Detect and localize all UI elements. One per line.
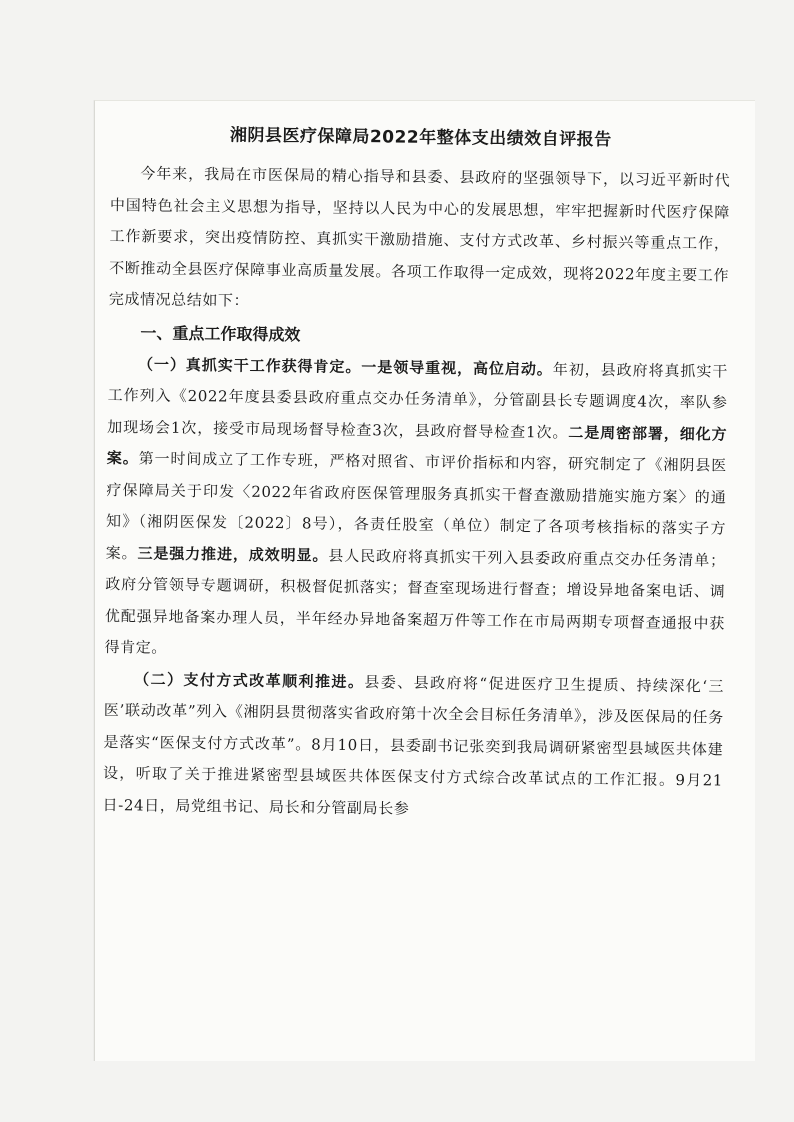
point-3-text: 县人民政府将真抓实干列入县委政府重点交办任务清单；政府分管领导专题调研，积极督促抓落实；督查室现场进行督查；增设异地备案电话、调优配强异地备案办理人员，半年经办异地备案超万件等工作在市局两期专项督查通报中获得肯定。 bbox=[104, 546, 726, 657]
document-page bbox=[94, 100, 755, 1061]
section-2-lead: （二）支付方式改革顺利推进。 bbox=[134, 669, 365, 691]
point-3-label: 三是强力推进，成效明显。 bbox=[137, 543, 329, 565]
document-title: 湘阴县医疗保障局2022年整体支出绩效自评报告 bbox=[229, 125, 612, 151]
point-1-text: 年初，县政府将真抓实干工作列入《2022年度县委县政府重点交办任务清单》，分管副县长专题调度4次，率队参加现场会1次，接受市局现场督导检查3次，县政府督导检查1次。 bbox=[107, 359, 729, 442]
point-2-label: 二是周密部署，细化方案。 bbox=[106, 423, 728, 468]
section-1-paragraph bbox=[104, 348, 728, 671]
section-2-text: 县委、县政府将“促进医疗卫生提质、持续深化‘三医’联动改革”列入《湘阴县贯彻落实省政府第十次全会目标任务清单》，涉及医保局的任务是落实“医保支付方式改革”。8月10日，县委副书记张奕到我局调研紧密型县域医共体建设，听取了关于推进紧密型县域医共体医保支付方式综合改革试点的工作汇报。9月21日-24日，局党组书记、局长和分管副局长参 bbox=[102, 672, 725, 818]
point-1-label: 一是领导重视，高位启动。 bbox=[361, 357, 553, 378]
section-heading-1: 一、重点工作取得成效 bbox=[140, 322, 301, 344]
document-content bbox=[102, 119, 731, 829]
intro-paragraph: 今年来，我局在市医保局的精心指导和县委、县政府的坚强领导下，以习近平新时代中国特色社会主义思想为指导，坚持以人民为中心的发展思想，牢牢把握新时代医疗保障工作新要求，突出疫情防控、真抓实干激励措施、支付方式改革、乡村振兴等重点工作，不断推动全县医疗保障事业高质量发展。各项工作取得一定成效，现将2022年度主要工作完成情况总结如下： bbox=[108, 164, 731, 310]
section-2-paragraph bbox=[102, 663, 724, 828]
section-1-lead: （一）真抓实干工作获得肯定。 bbox=[137, 354, 362, 376]
point-2-text: 第一时间成立了工作专班，严格对照省、市评价指标和内容，研究制定了《湘阴县医疗保障局关于印发〈2022年省政府医保管理服务真抓实干督查激励措施实施方案〉的通知》（湘阴医保发〔2022〕8号），各责任股室（单位）制定了各项考核指标的落实子方案。 bbox=[105, 449, 727, 562]
